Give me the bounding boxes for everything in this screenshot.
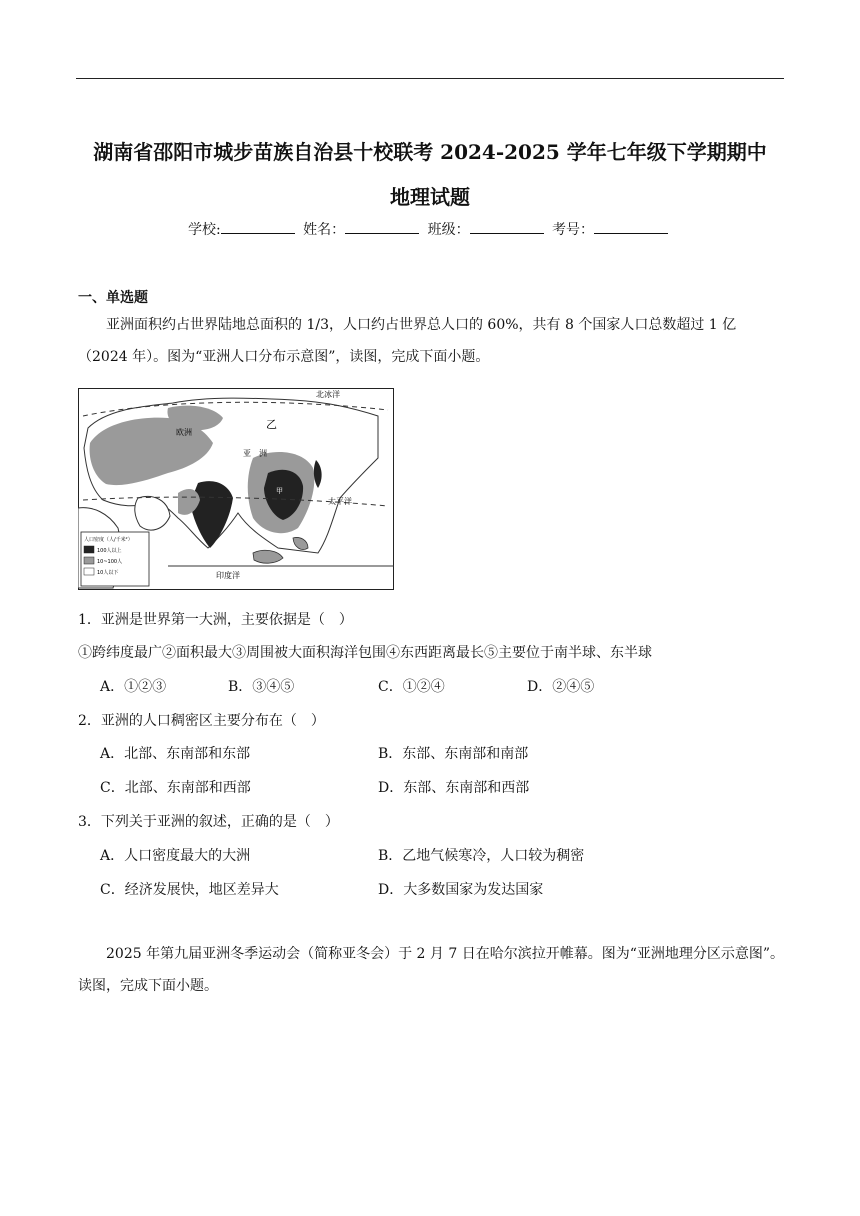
q2-option-a[interactable]: A．北部、东南部和东部 — [100, 746, 251, 762]
legend-swatch-high — [84, 546, 94, 553]
class-label: 班级： — [427, 222, 470, 238]
q2-option-d[interactable]: D．东部、东南部和西部 — [378, 780, 530, 796]
q1-option-b[interactable]: B．③④⑤ — [228, 679, 295, 695]
section-heading: 一、单选题 — [78, 290, 148, 306]
q3-option-a[interactable]: A．人口密度最大的大洲 — [100, 848, 251, 864]
label-north-ocean: 北冰洋 — [316, 390, 340, 399]
name-blank[interactable] — [345, 221, 419, 234]
passage-1: 亚洲面积约占世界陆地总面积的 1/3，人口约占世界总人口的 60%，共有 8 个国家人口总数超过 1 亿（2024 年）。图为“亚洲人口分布示意图”，读图，完成下面小题。 — [78, 317, 737, 365]
q1-option-a[interactable]: A．①②③ — [100, 679, 167, 695]
q2-option-c[interactable]: C．北部、东南部和西部 — [100, 780, 251, 796]
question-3-stem: 3．下列关于亚洲的叙述，正确的是（ ） — [78, 814, 339, 830]
passage-2: 2025 年第九届亚洲冬季运动会（简称亚冬会）于 2 月 7 日在哈尔滨拉开帷幕。图为“亚洲地理分区示意图”。读图，完成下面小题。 — [78, 946, 785, 994]
legend-mid: 10~100人 — [97, 559, 123, 565]
label-asia: 亚 洲 — [243, 449, 267, 458]
question-2-stem: 2．亚洲的人口稠密区主要分布在（ ） — [78, 713, 325, 729]
label-indian: 印度洋 — [216, 571, 240, 580]
q3-option-b[interactable]: B．乙地气候寒冷，人口较为稠密 — [378, 848, 585, 864]
school-blank[interactable] — [221, 221, 295, 234]
asia-population-map — [78, 388, 394, 590]
q3-option-c[interactable]: C．经济发展快，地区差异大 — [100, 882, 279, 898]
q1-option-c[interactable]: C．①②④ — [378, 679, 445, 695]
question-1-statements: ①跨纬度最广②面积最大③周围被大面积海洋包围④东西距离最长⑤主要位于南半球、东半球 — [78, 645, 652, 661]
header-rule — [76, 78, 784, 79]
name-label: 姓名： — [303, 222, 346, 238]
school-label: 学校: — [187, 222, 221, 238]
class-blank[interactable] — [470, 221, 544, 234]
exam-no-label: 考号： — [552, 222, 595, 238]
map-legend — [81, 532, 149, 586]
q1-option-d[interactable]: D．②④⑤ — [527, 679, 595, 695]
student-info — [0, 219, 860, 239]
legend-title: 人口密度（人/千米²） — [84, 537, 133, 543]
page-title: 湖南省邵阳市城步苗族自治县十校联考 2024-2025 学年七年级下学期期中 — [93, 140, 767, 164]
q2-option-b[interactable]: B．东部、东南部和南部 — [378, 746, 529, 762]
page-subtitle: 地理试题 — [390, 185, 470, 209]
legend-swatch-low — [84, 568, 94, 575]
q3-option-d[interactable]: D．大多数国家为发达国家 — [378, 882, 544, 898]
label-yi: 乙 — [266, 418, 277, 431]
exam-no-blank[interactable] — [594, 221, 668, 234]
label-europe: 欧洲 — [176, 428, 192, 437]
legend-high: 100人以上 — [97, 548, 122, 554]
legend-swatch-mid — [84, 557, 94, 564]
legend-low: 10人以下 — [97, 570, 119, 576]
label-pacific: 太平洋 — [328, 497, 352, 506]
label-jia: 甲 — [276, 487, 283, 495]
question-1-stem: 1．亚洲是世界第一大洲，主要依据是（ ） — [78, 612, 353, 628]
